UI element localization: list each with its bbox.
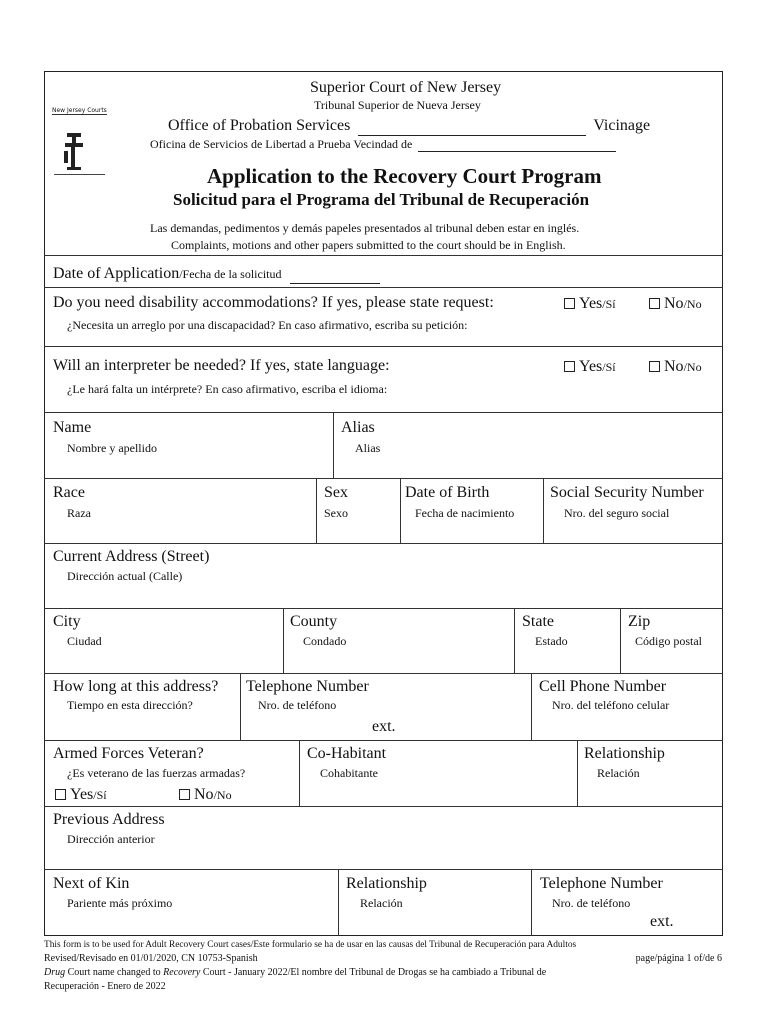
veteran-yes[interactable]: Yes/Sí xyxy=(55,786,107,804)
zip-label-es: Código postal xyxy=(635,634,703,648)
alias-label-es: Alias xyxy=(355,441,381,455)
name-label-es: Nombre y apellido xyxy=(67,441,157,455)
notice-es: Las demandas, pedimentos y demás papeles presentados al tribunal deben estar en inglés. xyxy=(150,221,580,235)
address-label: Current Address (Street) xyxy=(53,548,210,565)
previous-address-label: Previous Address xyxy=(53,811,165,828)
interpreter-no-checkbox[interactable] xyxy=(649,361,660,372)
disability-no[interactable]: No/No xyxy=(649,295,702,313)
next-of-kin-label: Next of Kin xyxy=(53,875,130,892)
city-label: City xyxy=(53,613,81,630)
state-label-es: Estado xyxy=(535,634,568,648)
alias-label: Alias xyxy=(341,419,375,436)
veteran-label-es: ¿Es veterano de las fuerzas armadas? xyxy=(67,766,246,780)
county-label: County xyxy=(290,613,338,630)
date-of-application-input[interactable] xyxy=(290,265,380,284)
logo-text: New Jersey Courts xyxy=(52,107,107,114)
court-logo xyxy=(52,107,107,182)
office-label-en: Office of Probation Services Vicinage xyxy=(168,117,651,134)
sex-label-es: Sexo xyxy=(324,506,348,520)
kin-telephone-label: Telephone Number xyxy=(540,875,663,892)
telephone-ext-label: ext. xyxy=(372,718,396,735)
relationship-label-es: Relación xyxy=(597,766,640,780)
page-number: page/página 1 of/de 6 xyxy=(635,953,722,964)
form-title-es: Solicitud para el Programa del Tribunal de Recuperación xyxy=(173,190,590,209)
scales-of-justice-icon xyxy=(52,127,107,187)
office-label-es: Oficina de Servicios de Libertad a Prueba Vecindad de xyxy=(150,137,616,152)
cohabitant-label: Co-Habitant xyxy=(307,745,387,762)
disability-question-es: ¿Necesita un arreglo por una discapacidad? En caso afirmativo, escriba su petición: xyxy=(67,318,468,332)
veteran-yes-checkbox[interactable] xyxy=(55,789,66,800)
kin-telephone-ext-label: ext. xyxy=(650,913,674,930)
footer-revised: Revised/Revisado en 01/01/2020, CN 10753-Spanish page/página 1 of/de 6 xyxy=(44,953,722,964)
veteran-no[interactable]: No/No xyxy=(179,786,232,804)
footer-name-change-cont: Recuperación - Enero de 2022 xyxy=(44,981,166,992)
dob-label: Date of Birth xyxy=(405,484,490,501)
state-label: State xyxy=(522,613,554,630)
date-of-application: Date of Application/Fecha de la solicitud xyxy=(53,265,380,284)
interpreter-yes[interactable]: Yes/Sí xyxy=(564,358,616,376)
next-of-kin-label-es: Pariente más próximo xyxy=(67,896,173,910)
interpreter-question-es: ¿Le hará falta un intérprete? En caso afirmativo, escriba el idioma: xyxy=(67,382,388,396)
race-label: Race xyxy=(53,484,85,501)
name-field[interactable] xyxy=(46,413,332,477)
court-title-es: Tribunal Superior de Nueva Jersey xyxy=(314,98,481,112)
disability-question: Do you need disability accommodations? If yes, please state request: xyxy=(53,294,494,311)
veteran-no-checkbox[interactable] xyxy=(179,789,190,800)
zip-label: Zip xyxy=(628,613,651,630)
veteran-label: Armed Forces Veteran? xyxy=(53,745,204,762)
interpreter-question: Will an interpreter be needed? If yes, state language: xyxy=(53,357,390,374)
cell-phone-label-es: Nro. del teléfono celular xyxy=(552,698,670,712)
kin-relationship-label-es: Relación xyxy=(360,896,403,910)
telephone-label: Telephone Number xyxy=(246,678,369,695)
interpreter-no[interactable]: No/No xyxy=(649,358,702,376)
ssn-label-es: Nro. del seguro social xyxy=(564,506,670,520)
kin-relationship-label: Relationship xyxy=(346,875,427,892)
vicinage-input[interactable] xyxy=(358,117,586,136)
race-label-es: Raza xyxy=(67,506,91,520)
kin-telephone-label-es: Nro. de teléfono xyxy=(552,896,631,910)
cohabitant-label-es: Cohabitante xyxy=(320,766,378,780)
court-title-en: Superior Court of New Jersey xyxy=(310,79,502,96)
alias-field[interactable] xyxy=(335,413,721,477)
notice-en: Complaints, motions and other papers submitted to the court should be in English. xyxy=(171,238,566,252)
interpreter-yes-checkbox[interactable] xyxy=(564,361,575,372)
disability-yes[interactable]: Yes/Sí xyxy=(564,295,616,313)
cell-phone-label: Cell Phone Number xyxy=(539,678,667,695)
sex-label: Sex xyxy=(324,484,348,501)
address-label-es: Dirección actual (Calle) xyxy=(67,569,183,583)
name-label: Name xyxy=(53,419,92,436)
disability-yes-checkbox[interactable] xyxy=(564,298,575,309)
telephone-label-es: Nro. de teléfono xyxy=(258,698,337,712)
disability-no-checkbox[interactable] xyxy=(649,298,660,309)
city-label-es: Ciudad xyxy=(67,634,102,648)
dob-label-es: Fecha de nacimiento xyxy=(415,506,515,520)
previous-address-label-es: Dirección anterior xyxy=(67,832,155,846)
how-long-label: How long at this address? xyxy=(53,678,219,695)
footer-name-change: Drug Court name changed to Recovery Court - January 2022/El nombre del Tribunal de Drogas se ha cambiado a Tribunal de xyxy=(44,967,547,978)
footer-usage-note: This form is to be used for Adult Recovery Court cases/Este formulario se ha de usar en las causas del Tribunal de Recuperación para Adultos xyxy=(44,940,577,950)
relationship-label: Relationship xyxy=(584,745,665,762)
how-long-label-es: Tiempo en esta dirección? xyxy=(67,698,193,712)
ssn-label: Social Security Number xyxy=(550,484,704,501)
form-title-en: Application to the Recovery Court Program xyxy=(207,164,602,188)
county-label-es: Condado xyxy=(303,634,347,648)
